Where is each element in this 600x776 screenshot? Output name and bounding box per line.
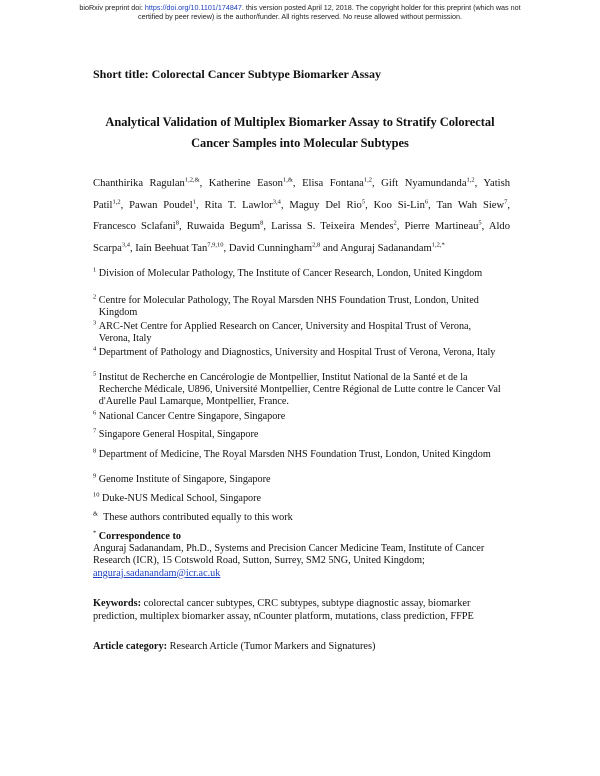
keywords (93, 597, 511, 623)
author-affiliation-marks: 1,2 (466, 176, 475, 184)
author-affiliation-marks: 2,8 (312, 241, 321, 249)
author-name: Larissa S. Teixeira Mendes (271, 221, 394, 233)
affiliation-4: $^4$ Department of Pathology and Diagnostics, University and Hospital Trust of Verona, Verona, Italy (93, 345, 496, 358)
author-name: Anguraj Sadanandam (340, 242, 432, 254)
author-name: Iain Beehuat Tan (135, 242, 208, 254)
short-title: Short title: Colorectal Cancer Subtype Biomarker Assay (93, 67, 381, 81)
author-affiliation-marks: 1,& (282, 176, 293, 184)
banner-line-2: certified by peer review) is the author/funder. All rights reserved. No reuse allowed without permission. (138, 12, 462, 21)
title-line-2: Cancer Samples into Molecular Subtypes (191, 136, 409, 150)
author-affiliation-marks: 6 (424, 198, 429, 206)
author-affiliation-marks: 7,9,10 (207, 241, 224, 249)
author-name: Chanthirika Ragulan (93, 178, 185, 189)
author-affiliation-marks: 1,2,* (431, 241, 445, 249)
author-name: Aldo Scarpa (93, 221, 510, 254)
author-name: Gift Nyamundanda (381, 178, 467, 189)
affiliation-7: $^7$ Singapore General Hospital, Singapore (93, 427, 259, 440)
article-category (93, 641, 375, 652)
author-affiliation-marks: 5 (478, 219, 482, 227)
author-affiliation-marks: 8 (260, 219, 264, 227)
author-affiliation-marks: 3,4 (272, 198, 281, 206)
author-affiliation-marks: 1,2 (112, 198, 121, 206)
author-name: Francesco Sclafani (93, 221, 176, 233)
author-name: Elisa Fontana (302, 178, 364, 189)
affiliation-8: $^8$ Department of Medicine, The Royal Marsden NHS Foundation Trust, London, United Kingdom (93, 447, 491, 460)
author-affiliation-marks: 1,2,& (184, 176, 200, 184)
author-name: Pawan Poudel (129, 199, 193, 211)
affiliation-5: $^5$ Institut de Recherche en Cancérologie de Montpellier, Institut National de la Santé et de la Recherche Médicale, U896, Université Montpellier, Centre Régional de Lutte contre le Cancer Val d'Aurelle Paul Lamarque, Montpellier, France. (93, 370, 501, 408)
banner-suffix: . this version posted April 12, 2018. The copyright holder for this preprint (which was not (241, 3, 521, 12)
author-name: Yatish Patil (93, 178, 511, 211)
banner-line-1 (10, 3, 590, 12)
author-affiliation-marks: 2 (393, 219, 397, 227)
keywords-text: colorectal cancer subtypes, CRC subtypes, subtype diagnostic assay, biomarker prediction, multiplex biomarker assay, nCounter platform, mutations, class prediction, FFPE (93, 598, 474, 622)
author-affiliation-marks: 1 (192, 198, 196, 206)
author-affiliation-marks: 5 (361, 198, 366, 206)
correspondence-email-link[interactable]: anguraj.sadanandam@icr.ac.uk (93, 567, 221, 579)
affiliation-10: $^{10}$ Duke-NUS Medical School, Singapore (93, 491, 262, 504)
author-affiliation-marks: 1,2 (363, 176, 373, 184)
equal-contribution-note: & These authors contributed equally to this work (93, 510, 293, 523)
author-affiliation-marks: 3,4 (121, 241, 130, 249)
author-name: David Cunningham (228, 242, 313, 254)
paper-title (70, 112, 530, 154)
doi-link[interactable]: https://doi.org/10.1101/174847 (144, 3, 242, 12)
correspondence-body: Anguraj Sadanandam, Ph.D., Systems and Precision Cancer Medicine Team, Institute of Cancer Research (ICR), 15 Cotswold Road, Sutton, Surrey, SM2 5NG, United Kingdom; (93, 543, 485, 567)
author-name: Ruwaida Begum (186, 221, 261, 233)
affiliation-2: $^2$ Centre for Molecular Pathology, The Royal Marsden NHS Foundation Trust, London, United Kingdom (93, 293, 479, 319)
keywords-label: Keywords: (93, 598, 142, 609)
correspondence (93, 531, 523, 580)
author-list: Chanthirika Ragulan$^{1,2,\&}$, Katherine Eason$^{1,\&}$, Elisa Fontana$^{1,2}$, Gift Nyamundanda$^{1,2}$, Yatish Patil$^{1,2}$, Pawan Poudel$^1$, Rita T. Lawlor$^{3,4}$, Maguy Del Rio$^5$, Koo Si-Lin$^6$, Tan Wah Siew$^7$, Francesco Sclafani$^8$, Ruwaida Begum$^8$, Larissa S. Teixeira Mendes$^2$, Pierre Martineau$^5$, Aldo Scarpa$^{3,4}$, Iain Beehuat Tan$^{7,9,10}$, David Cunningham$^{2,8}$ and Anguraj Sadanandam$^{1,2,*}$ (93, 176, 511, 254)
correspondence-heading: * Correspondence to (93, 529, 181, 542)
affiliation-1: $^1$ Division of Molecular Pathology, The Institute of Cancer Research, London, United Kingdom (93, 266, 483, 279)
author-name: Tan Wah Siew (436, 199, 505, 211)
affiliation-9: $^9$ Genome Institute of Singapore, Singapore (93, 472, 271, 485)
article-category-text: Research Article (Tumor Markers and Signatures) (169, 641, 376, 652)
author-name: Rita T. Lawlor (204, 199, 273, 211)
affiliation-6: $^6$ National Cancer Centre Singapore, Singapore (93, 409, 286, 422)
author-name: Koo Si-Lin (373, 199, 425, 211)
author-affiliation-marks: 8 (175, 219, 180, 227)
author-affiliation-marks: 7 (504, 198, 508, 206)
preprint-banner (10, 3, 590, 21)
banner-prefix: bioRxiv preprint doi: (79, 3, 145, 12)
author-name: Maguy Del Rio (289, 199, 362, 211)
article-category-label: Article category: (93, 641, 168, 652)
title-line-1: Analytical Validation of Multiplex Biomarker Assay to Stratify Colorectal (105, 115, 495, 129)
author-name: Katherine Eason (208, 178, 283, 189)
affiliation-3: $^3$ ARC-Net Centre for Applied Research on Cancer, University and Hospital Trust of Verona, Verona, Italy (93, 319, 472, 345)
author-name: Pierre Martineau (404, 221, 479, 233)
